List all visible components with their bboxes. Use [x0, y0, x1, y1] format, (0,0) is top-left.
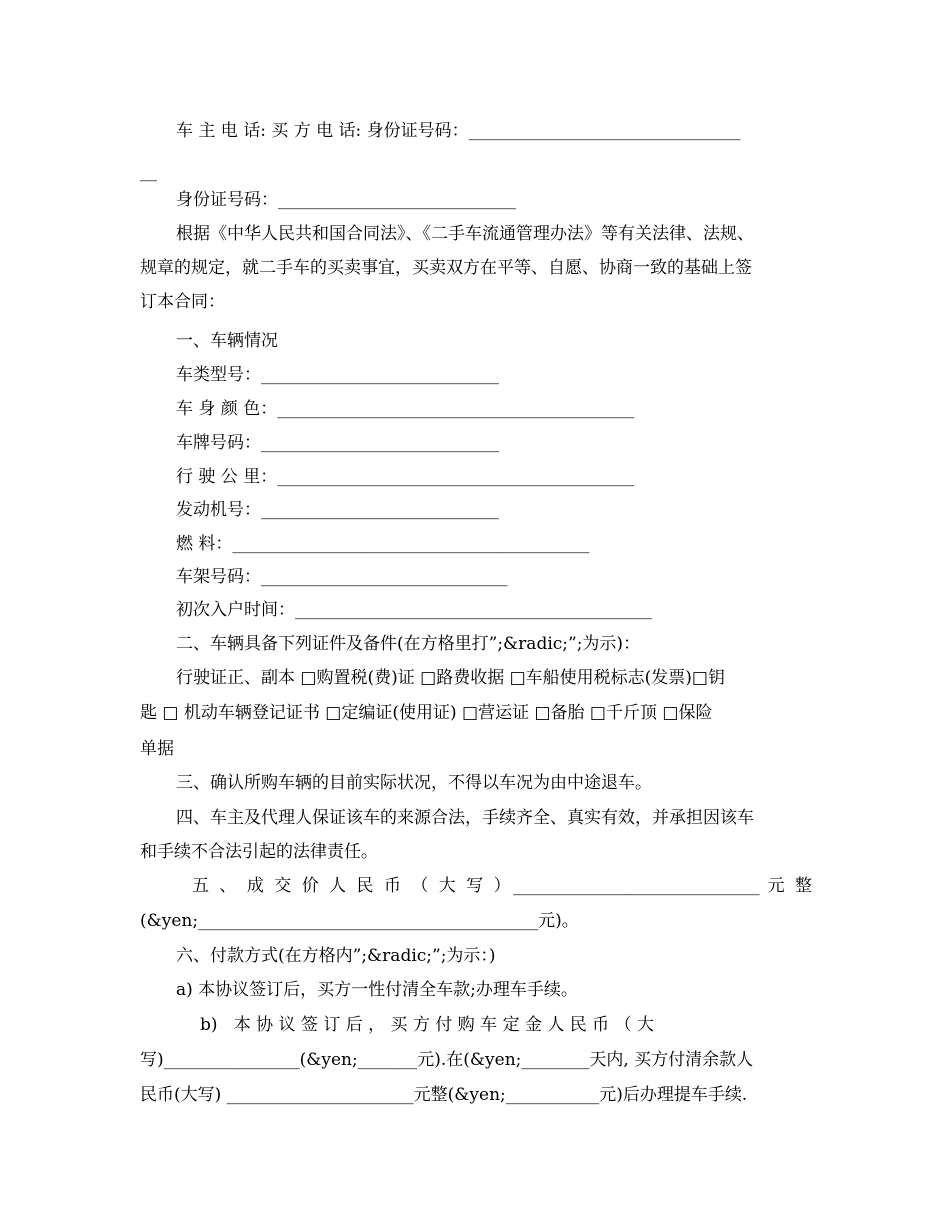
section-3-text: 三、确认所购车辆的目前实际状况，不得以车况为由中途退车。 — [176, 773, 652, 793]
plate-number-field: 车牌号码：____________________________ — [176, 433, 499, 453]
section-2-heading: 二、车辆具备下列证件及备件(在方格里打”;&radic;”;为示)： — [176, 634, 641, 654]
section-4-text-1: 四、车主及代理人保证该车的来源合法，手续齐全、真实有效，并承担因该车 — [176, 808, 754, 828]
section-1-heading: 一、车辆情况 — [176, 331, 278, 351]
section-5-price-line: 五 、 成 交 价 人 民 币 （ 大 写 ）_____________________________ 元 整 — [192, 876, 812, 896]
payment-option-b-line-2: 写)________________(&yen;_______元).在(&yen;________天内, 买方付清余款人 — [140, 1050, 754, 1070]
vin-field: 车架号码：_____________________________ — [176, 567, 508, 587]
section-5-price-figures: (&yen;________________________________________元)。 — [140, 911, 579, 931]
payment-option-b-line-1: b) 本 协 议 签 订 后 ， 买 方 付 购 车 定 金 人 民 币 （ 大 — [200, 1015, 654, 1035]
preamble-line-2: 规章的规定，就二手车的买卖事宜，买卖双方在平等、自愿、协商一致的基础上签 — [140, 258, 752, 278]
documents-checklist-line-3: 单据 — [140, 739, 174, 759]
line-continuation: __ — [140, 162, 157, 182]
body-color-field: 车 身 颜 色：__________________________________________ — [176, 399, 635, 419]
preamble-line-1: 根据《中华人民共和国合同法》、《二手车流通管理办法》等有关法律、法规、 — [176, 224, 754, 244]
documents-checklist-line-1: 行驶证正、副本 □购置税(费)证 □路费收据 □车船使用税标志(发票)□钥 — [176, 668, 725, 688]
documents-checklist-line-2: 匙 □ 机动车辆登记证书 □定编证(使用证) □营运证 □备胎 □千斤顶 □保险 — [140, 703, 713, 723]
fuel-field: 燃 料：__________________________________________ — [176, 534, 590, 554]
section-4-text-2: 和手续不合法引起的法律责任。 — [140, 842, 378, 862]
payment-option-b-line-3: 民币(大写) ______________________元整(&yen;___________元)后办理提车手续. — [140, 1085, 748, 1105]
id-number-line: 身份证号码：____________________________ — [176, 190, 516, 210]
engine-number-field: 发动机号：____________________________ — [176, 500, 499, 520]
first-registration-field: 初次入户时间：__________________________________________ — [176, 600, 652, 620]
section-6-heading: 六、付款方式(在方格内”;&radic;”;为示：) — [176, 946, 496, 966]
vehicle-model-field: 车类型号：____________________________ — [176, 365, 499, 385]
owner-buyer-phone-line: 车 主 电 话: 买 方 电 话: 身份证号码：________________________________ — [176, 121, 741, 141]
mileage-field: 行 驶 公 里：__________________________________________ — [176, 467, 635, 487]
payment-option-a: a) 本协议签订后，买方一性付清全车款;办理车手续。 — [176, 980, 578, 1000]
preamble-line-3: 订本合同： — [140, 292, 225, 312]
